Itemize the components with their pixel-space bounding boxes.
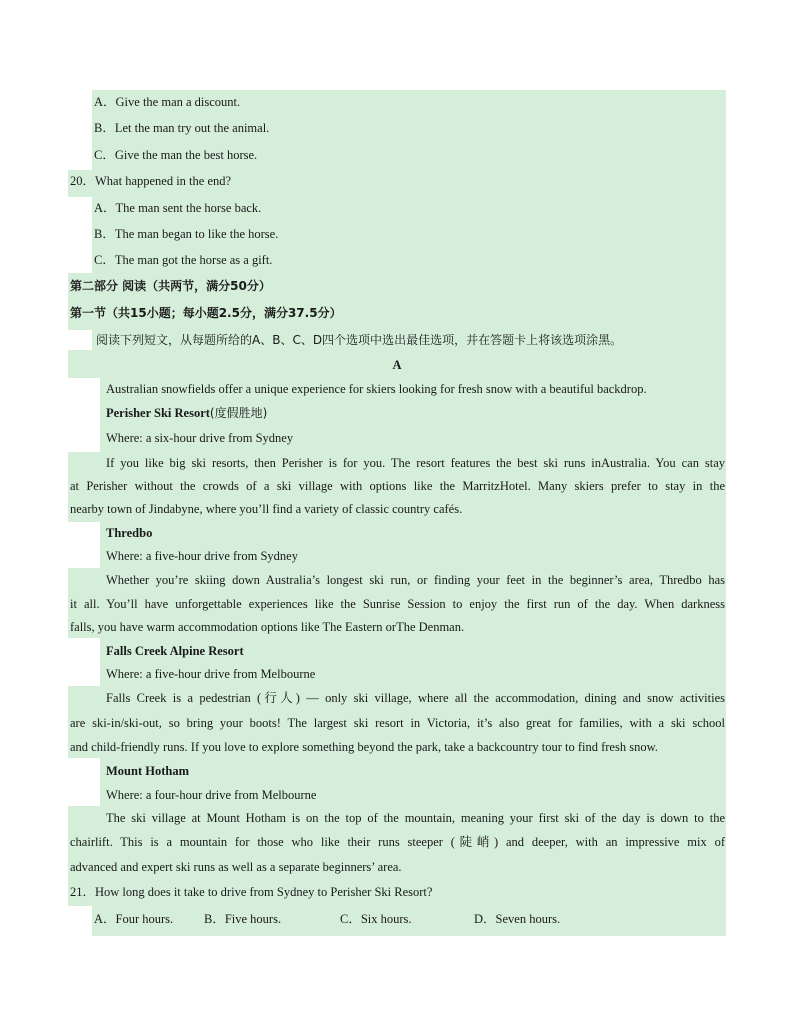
q20-option-c: C．The man got the horse as a gift. xyxy=(94,253,273,267)
paragraph-line: it all. You’ll have unforgettable experiences like the Sunrise Session to enjoy the first run of the day. When darkness xyxy=(70,597,725,611)
resort-where: Where: a five-hour drive from Melbourne xyxy=(106,667,316,681)
q20-stem: 20．What happened in the end? xyxy=(70,174,232,188)
q21-option-a: A．Four hours. xyxy=(94,912,174,926)
q21-option-b: B．Five hours. xyxy=(204,912,282,926)
q19-option-a: A．Give the man a discount. xyxy=(94,95,241,109)
resort-heading xyxy=(106,403,267,423)
q19-option-c: C．Give the man the best horse. xyxy=(94,148,258,162)
paragraph-line: falls, you have warm accommodation options like The Eastern orThe Denman. xyxy=(70,620,465,634)
q21-stem: 21．How long does it take to drive from Sydney to Perisher Ski Resort? xyxy=(70,885,433,899)
resort-name: Perisher Ski Resort xyxy=(106,406,210,420)
passage-intro: Australian snowfields offer a unique experience for skiers looking for fresh snow with a beautiful backdrop. xyxy=(106,382,647,396)
resort-name: Falls Creek Alpine Resort xyxy=(106,644,244,658)
paragraph-line: nearby town of Jindabyne, where you’ll find a variety of classic country cafés. xyxy=(70,502,463,516)
q21-option-c: C．Six hours. xyxy=(340,912,412,926)
paragraph-line: are ski-in/ski-out, so bring your boots! The largest ski resort in Victoria, it’s also great for families, with a ski school xyxy=(70,716,725,730)
resort-where: Where: a four-hour drive from Melbourne xyxy=(106,788,317,802)
passage-letter: A xyxy=(392,358,402,372)
resort-name: Mount Hotham xyxy=(106,764,189,778)
paragraph-line: at Perisher without the crowds of a ski village with options like the MarritzHotel. Many skiers prefer to stay in the xyxy=(70,479,725,493)
resort-name: Thredbo xyxy=(106,526,153,540)
paragraph-line: and child-friendly runs. If you love to explore something beyond the park, take a backcountry tour to find fresh snow. xyxy=(70,740,658,754)
paragraph-line: Whether you’re skiing down Australia’s longest ski run, or finding your feet in the beginner’s area, Thredbo has xyxy=(106,573,725,587)
paragraph-line: chairlift. This is a mountain for those who like their runs steeper (陡峭) and deeper, with an impressive mix of xyxy=(70,835,725,849)
resort-where: Where: a five-hour drive from Sydney xyxy=(106,549,298,563)
q20-option-a: A．The man sent the horse back. xyxy=(94,201,262,215)
paragraph-line: Falls Creek is a pedestrian (行人) — only ski village, where all the accommodation, dining and snow activities xyxy=(106,691,725,705)
q19-option-b: B．Let the man try out the animal. xyxy=(94,121,270,135)
q20-option-b: B．The man began to like the horse. xyxy=(94,227,279,241)
paragraph-line: If you like big ski resorts, then Perisher is for you. The resort features the best ski runs inAustralia. You can stay xyxy=(106,456,725,470)
resort-where: Where: a six-hour drive from Sydney xyxy=(106,431,294,445)
section1-title: 第一节（共15小题；每小题2.5分，满分37.5分） xyxy=(70,306,342,320)
reading-instruction: 阅读下列短文，从每题所给的A、B、C、D四个选项中选出最佳选项，并在答题卡上将该选项涂黑。 xyxy=(96,333,623,347)
resort-name-cn: (度假胜地) xyxy=(209,406,268,420)
part2-title: 第二部分 阅读（共两节，满分50分） xyxy=(70,279,271,293)
paragraph-line: The ski village at Mount Hotham is on the top of the mountain, meaning your first ski of the day is down to the xyxy=(106,811,725,825)
paragraph-line: advanced and expert ski runs as well as a separate beginners’ area. xyxy=(70,860,402,874)
q21-option-d: D．Seven hours. xyxy=(474,912,561,926)
